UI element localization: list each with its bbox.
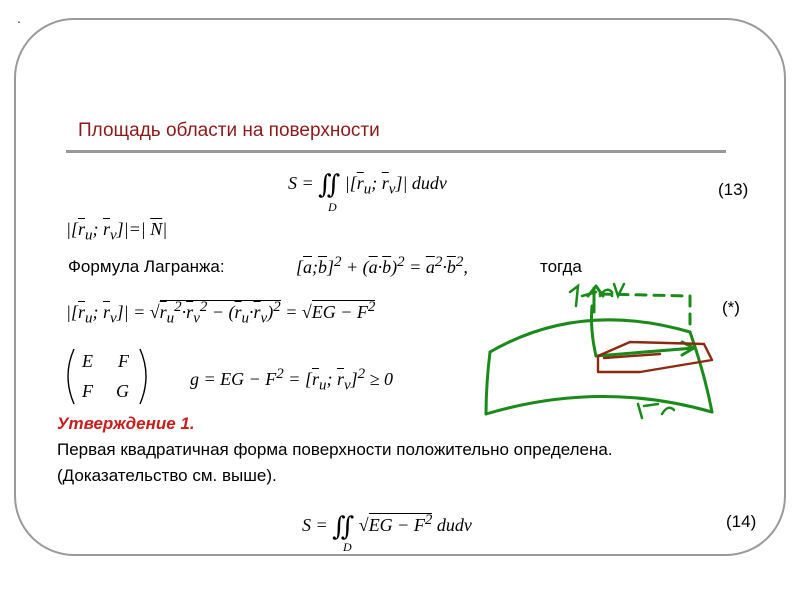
r-vector: $\overline{r}$: [102, 302, 110, 322]
sub-u: u: [318, 377, 327, 394]
lagrange-label: Формула Лагранжа:: [68, 257, 225, 276]
exp-2: 2: [455, 254, 464, 270]
exp-2: 2: [199, 299, 208, 315]
sub-u: u: [84, 310, 93, 327]
claim-text: Первая квадратичная форма поверхности положительно определена.: [57, 440, 613, 459]
s-lhs: S =: [302, 515, 328, 535]
sub-u: u: [84, 227, 93, 244]
r-vector: $\overline{r}$: [356, 173, 364, 193]
eg-minus-f: EG − F: [311, 302, 368, 322]
surface-bottom-edge: [486, 396, 712, 414]
exp-2: 2: [434, 254, 443, 270]
formula-14: S = ∬ $√EG - F^2$ dudv: [302, 512, 472, 541]
g-eq: g = EG − F: [190, 369, 277, 389]
equation-number-14: (14): [726, 512, 757, 531]
integral-domain: D: [328, 200, 337, 214]
label-stroke-rv: [638, 404, 642, 418]
norm-expansion: $|[\overline{r}_u$; $\overline{r}_v]| = √r_u^2\cdot\overline{r}_v^2 - (\overline{r}_u\cdot\overline{r}_v)^2 = √EG - F^2$: [66, 299, 376, 327]
cross-product-norm: $|[\overline{r}_u$; $\overline{r}_v]|=|$ $\overline{N}|$: [66, 219, 168, 244]
sub-v: v: [193, 310, 200, 327]
exp-2: 2: [334, 254, 342, 270]
sub-v: v: [109, 227, 117, 244]
exp-2: 2: [357, 366, 366, 382]
exp-2: 2: [397, 254, 405, 270]
then-word: тогда: [540, 257, 582, 276]
a-vector: $\overline{a}$: [425, 257, 435, 277]
sub-v: v: [260, 310, 268, 327]
sub-u: u: [363, 181, 372, 198]
sub-u: u: [241, 310, 250, 327]
claim-title: Утверждение 1.: [57, 414, 195, 433]
double-integral: ∬: [318, 170, 341, 199]
matrix-e: E: [82, 351, 93, 371]
claim-proof: (Доказательство см. выше).: [57, 466, 277, 485]
a-vector: $\overline{a}$: [303, 257, 313, 277]
formula-13: S = ∬ $|[\overline{r}_u$; $\overline{r}_v]|$ dudv: [288, 170, 447, 199]
label-stroke-r: [570, 286, 578, 306]
label-stroke-bar2: [644, 404, 658, 406]
exp-2: 2: [424, 512, 433, 528]
matrix-f-bottom: F: [82, 381, 93, 401]
r-vector: $\overline{r}$: [77, 219, 85, 239]
lagrange-formula: $[\overline{a};\overline{b}]^2 + (\overline{a}\cdot\overline{b})^2 = \overline{a}^2\cdot\overline{b}^2$,: [296, 254, 468, 277]
g-formula: g = EG − $F^2 = [\overline{r}_u$; $\overline{r}_v]^2 \ge 0$: [190, 366, 394, 394]
b-vector: $\overline{b}$: [382, 257, 392, 277]
sub-v: v: [109, 310, 117, 327]
surface-top-edge: [490, 320, 690, 352]
exp-2: 2: [367, 299, 376, 315]
dudv: dudv: [411, 173, 447, 193]
r-vector: $\overline{r}$: [186, 302, 194, 322]
exp-2: 2: [273, 299, 281, 315]
exp-2: 2: [276, 366, 284, 382]
geq-zero: ≥ 0: [369, 369, 394, 389]
b-vector: $\overline{b}$: [446, 257, 456, 277]
r-vector: r: [159, 302, 167, 322]
normal-vector: $\overline{N}$: [150, 219, 163, 239]
r-vector: $\overline{r}$: [77, 302, 85, 322]
integral-domain: D: [343, 540, 352, 554]
sub-v: v: [388, 181, 396, 198]
dudv: dudv: [436, 515, 472, 535]
sub-u: u: [166, 310, 175, 327]
r-vector: $\overline{r}$: [311, 369, 319, 389]
matrix-g: G: [116, 381, 129, 401]
matrix-f-top: F: [118, 351, 129, 371]
r-vector: $\overline{r}$: [381, 173, 389, 193]
r-vector: $\overline{r}$: [234, 302, 242, 322]
r-vector: $\overline{r}$: [102, 219, 110, 239]
s-lhs: S =: [288, 173, 314, 193]
exp-2: 2: [174, 299, 182, 315]
surface-left-edge: [486, 352, 490, 414]
r-vector: $\overline{r}$: [253, 302, 261, 322]
double-integral: ∬: [332, 512, 355, 541]
eg-minus-f: EG − F: [368, 515, 425, 535]
slide-title: Площадь области на поверхности: [78, 120, 380, 141]
a-vector: $\overline{a}$: [368, 257, 378, 277]
corner-mark: .: [17, 10, 21, 26]
green-ruler-stroke: [592, 306, 597, 356]
r-vector: $\overline{r}$: [336, 369, 344, 389]
sub-v: v: [343, 377, 351, 394]
star-label: (*): [722, 298, 740, 317]
equation-number-13: (13): [718, 180, 749, 199]
label-stroke-dv: [662, 408, 674, 414]
dashed-projection: [600, 294, 690, 330]
b-vector: $\overline{b}$: [318, 257, 328, 277]
